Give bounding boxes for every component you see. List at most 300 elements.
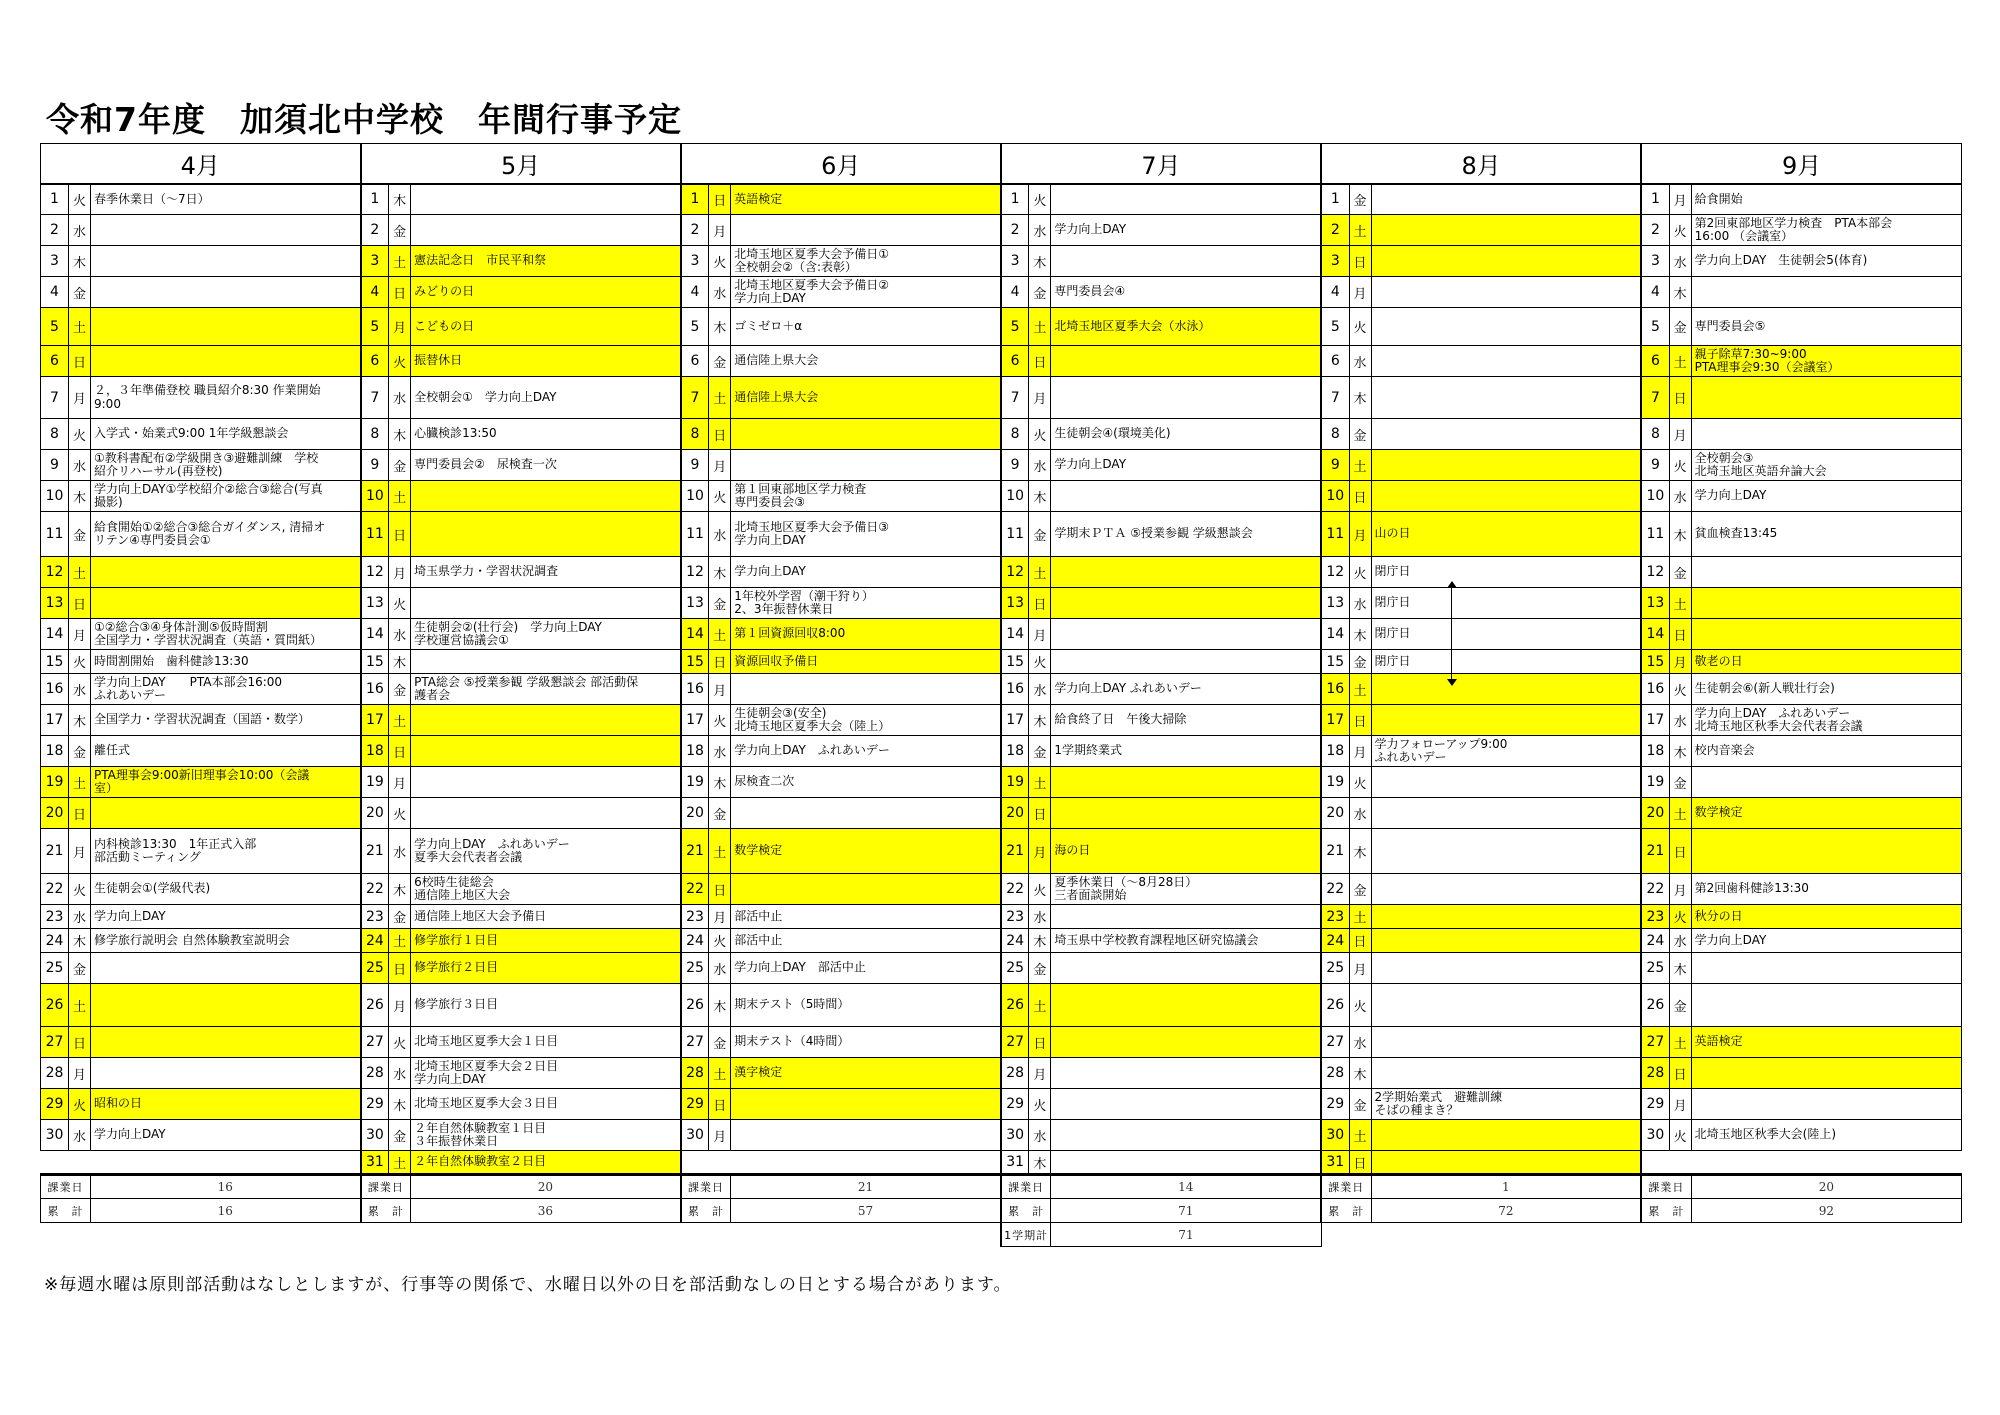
event-text [1051,377,1321,419]
event-text [91,984,361,1027]
day-row [41,588,1962,619]
day-number: 20 [1321,798,1349,829]
class-days-label: 課業日 [1321,1175,1371,1199]
event-text: 英語検定 [731,184,1001,215]
day-number: 26 [1001,984,1029,1027]
weekday: 月 [389,308,411,346]
event-text [1051,346,1321,377]
event-text: 専門委員会④ [1051,277,1321,308]
weekday: 月 [709,1120,731,1151]
day-number: 31 [361,1151,389,1175]
day-number: 2 [681,215,709,246]
day-number: 4 [681,277,709,308]
weekday: 日 [1349,705,1371,736]
day-number: 13 [1001,588,1029,619]
weekday: 月 [69,619,91,650]
weekday: 月 [389,984,411,1027]
event-text [1371,705,1641,736]
event-text [1051,1027,1321,1058]
event-text [1051,557,1321,588]
class-days-label: 課業日 [41,1175,91,1199]
weekday: 水 [1029,215,1051,246]
day-number: 18 [41,736,69,767]
day-number: 16 [681,674,709,705]
month-header: 7月 [1001,144,1321,184]
month-header: 8月 [1321,144,1641,184]
weekday: 水 [1029,674,1051,705]
day-number: 18 [1001,736,1029,767]
day-number: 22 [1001,874,1029,905]
day-number: 17 [41,705,69,736]
day-number: 2 [1321,215,1349,246]
weekday: 水 [1029,450,1051,481]
weekday: 水 [69,450,91,481]
day-row [41,1151,1962,1175]
weekday: 日 [1349,246,1371,277]
weekday: 土 [1349,905,1371,929]
event-text: 学力向上DAY [731,557,1001,588]
event-text [411,215,681,246]
day-number: 8 [41,419,69,450]
event-text: 親子除草7:30~9:00 PTA理事会9:30（会議室） [1691,346,1961,377]
event-text [1051,798,1321,829]
weekday: 水 [389,829,411,874]
weekday: 日 [1669,829,1691,874]
day-number: 1 [361,184,389,215]
weekday: 土 [709,619,731,650]
event-text: 期末テスト（4時間） [731,1027,1001,1058]
event-text [1371,1120,1641,1151]
event-text: 通信陸上地区大会予備日 [411,905,681,929]
day-number: 9 [361,450,389,481]
day-number: 13 [681,588,709,619]
weekday: 火 [69,650,91,674]
weekday: 木 [709,557,731,588]
event-text [1371,874,1641,905]
day-number: 11 [41,512,69,557]
event-text [411,512,681,557]
event-text: 学力向上DAY [1691,481,1961,512]
day-number: 21 [41,829,69,874]
event-text [411,798,681,829]
event-text: 貧血検査13:45 [1691,512,1961,557]
weekday: 金 [1349,419,1371,450]
weekday: 木 [389,419,411,450]
event-text: 第2回歯科健診13:30 [1691,874,1961,905]
day-number: 11 [361,512,389,557]
event-text [1371,346,1641,377]
event-text [731,1089,1001,1120]
weekday: 木 [709,767,731,798]
weekday: 日 [389,512,411,557]
day-number: 16 [1001,674,1029,705]
weekday: 火 [1669,215,1691,246]
event-text: 修学旅行１日目 [411,929,681,953]
day-number: 22 [1321,874,1349,905]
day-number: 28 [1001,1058,1029,1089]
event-text: ２年自然体験教室２日目 [411,1151,681,1175]
class-days-label: 課業日 [1001,1175,1051,1199]
weekday: 木 [69,481,91,512]
schedule-table [40,143,1962,1247]
day-number: 28 [361,1058,389,1089]
weekday: 土 [709,1058,731,1089]
event-text [1371,1151,1641,1175]
weekday: 火 [1029,184,1051,215]
event-text: 全国学力・学習状況調査（国語・数学） [91,705,361,736]
event-text [411,736,681,767]
weekday: 火 [389,798,411,829]
event-text: 全校朝会③ 北埼玉地区英語弁論大会 [1691,450,1961,481]
weekday: 土 [1669,1027,1691,1058]
day-number: 5 [681,308,709,346]
day-number: 5 [1641,308,1669,346]
day-number: 22 [1641,874,1669,905]
day-row [41,419,1962,450]
class-days-label: 課業日 [1641,1175,1691,1199]
day-number: 29 [1321,1089,1349,1120]
weekday: 木 [389,650,411,674]
weekday: 日 [1349,481,1371,512]
event-text: 閉庁日 [1371,588,1641,619]
day-number: 12 [681,557,709,588]
event-text [1371,377,1641,419]
day-number: 24 [1641,929,1669,953]
empty-cell [681,1223,1001,1247]
weekday: 日 [709,184,731,215]
weekday: 金 [1349,184,1371,215]
event-text [1691,588,1961,619]
day-number: 24 [681,929,709,953]
day-row [41,929,1962,953]
day-number: 12 [361,557,389,588]
day-number: 6 [1001,346,1029,377]
day-number: 19 [681,767,709,798]
day-row [41,798,1962,829]
event-text [1371,184,1641,215]
event-text [1051,767,1321,798]
event-text: 部活中止 [731,905,1001,929]
weekday: 日 [1669,619,1691,650]
class-days-label: 課業日 [681,1175,731,1199]
weekday: 土 [69,308,91,346]
weekday: 月 [1349,277,1371,308]
day-row [41,512,1962,557]
day-number: 11 [1321,512,1349,557]
weekday: 日 [389,277,411,308]
weekday: 火 [1349,767,1371,798]
event-text: 北埼玉地区夏季大会２日目 学力向上DAY [411,1058,681,1089]
cumulative-value: 72 [1371,1199,1641,1223]
event-text [1371,767,1641,798]
day-number: 21 [1641,829,1669,874]
weekday: 木 [709,308,731,346]
event-text [1051,1120,1321,1151]
day-number: 12 [41,557,69,588]
month-header-row [41,144,1962,184]
day-number: 23 [1641,905,1669,929]
day-number: 3 [1001,246,1029,277]
weekday: 木 [1669,277,1691,308]
event-text: 学力向上DAY [1691,929,1961,953]
event-text: 埼玉県学力・学習状況調査 [411,557,681,588]
event-text: 夏季休業日（～8月28日） 三者面談開始 [1051,874,1321,905]
weekday: 日 [69,588,91,619]
day-number: 6 [41,346,69,377]
event-text: 6校時生徒総会 通信陸上地区大会 [411,874,681,905]
class-days-value: 20 [411,1175,681,1199]
day-number: 23 [41,905,69,929]
event-text [1371,215,1641,246]
day-number: 9 [1641,450,1669,481]
event-text [411,650,681,674]
weekday: 火 [1669,450,1691,481]
arrow-up-icon [1447,581,1457,588]
weekday: 土 [1349,450,1371,481]
day-number: 10 [1641,481,1669,512]
weekday: 月 [69,829,91,874]
day-row [41,650,1962,674]
day-number: 13 [1641,588,1669,619]
day-number: 23 [1001,905,1029,929]
weekday: 土 [389,1151,411,1175]
term1-label: 1学期計 [1001,1223,1051,1247]
day-number: 14 [1001,619,1029,650]
day-number: 25 [361,953,389,984]
class-days [41,1175,1962,1199]
day-number: 1 [1001,184,1029,215]
event-text [1371,481,1641,512]
event-text: 北埼玉地区夏季大会予備日③ 学力向上DAY [731,512,1001,557]
weekday: 火 [1029,650,1051,674]
weekday: 火 [1669,905,1691,929]
cumulative-value: 71 [1051,1199,1321,1223]
weekday: 土 [389,929,411,953]
event-text: 学力向上DAY ふれあいデー 夏季大会代表者会議 [411,829,681,874]
day-number: 10 [1001,481,1029,512]
event-text: 敬老の日 [1691,650,1961,674]
event-text [91,798,361,829]
event-text: 学力向上DAY [1051,215,1321,246]
weekday: 日 [709,419,731,450]
month-header: 6月 [681,144,1001,184]
weekday: 木 [1029,246,1051,277]
weekday: 水 [709,277,731,308]
day-number: 5 [1321,308,1349,346]
weekday: 月 [709,215,731,246]
weekday: 金 [709,1027,731,1058]
month-header: 4月 [41,144,361,184]
weekday: 火 [1029,1089,1051,1120]
empty-cell [41,1223,361,1247]
weekday: 月 [1029,1058,1051,1089]
day-number: 18 [1321,736,1349,767]
day-number: 14 [361,619,389,650]
day-number: 28 [1321,1058,1349,1089]
event-text: 学力向上DAY ふれあいデー [1051,674,1321,705]
cumulative-value: 57 [731,1199,1001,1223]
class-days-value: 14 [1051,1175,1321,1199]
weekday: 土 [1349,1120,1371,1151]
weekday: 土 [389,481,411,512]
weekday: 水 [1349,798,1371,829]
day-number: 30 [681,1120,709,1151]
event-text [731,419,1001,450]
weekday: 土 [389,246,411,277]
day-number: 28 [681,1058,709,1089]
day-number: 3 [1321,246,1349,277]
event-text [1371,277,1641,308]
day-row [41,1027,1962,1058]
day-row [41,984,1962,1027]
event-text [1051,984,1321,1027]
weekday: 日 [709,874,731,905]
day-number: 16 [1321,674,1349,705]
cumulative-label: 累 計 [1321,1199,1371,1223]
cumulative-label: 累 計 [681,1199,731,1223]
event-text: PTA総会 ⑤授業参観 学級懇談会 部活動保 護者会 [411,674,681,705]
weekday: 月 [1349,512,1371,557]
weekday: 金 [1029,512,1051,557]
event-text [731,674,1001,705]
day-number: 10 [361,481,389,512]
day-number: 9 [1321,450,1349,481]
weekday: 月 [1669,1089,1691,1120]
day-number: 30 [361,1120,389,1151]
weekday: 火 [69,874,91,905]
day-number: 7 [41,377,69,419]
weekday: 土 [1669,346,1691,377]
weekday: 日 [1029,798,1051,829]
weekday: 日 [1669,377,1691,419]
weekday: 木 [69,929,91,953]
event-text: 昭和の日 [91,1089,361,1120]
day-number: 14 [681,619,709,650]
day-number: 8 [1321,419,1349,450]
cumulative-label: 累 計 [1001,1199,1051,1223]
event-text: 北埼玉地区夏季大会予備日① 全校朝会②（含:表彰） [731,246,1001,277]
event-text: 給食終了日 午後大掃除 [1051,705,1321,736]
day-number: 29 [361,1089,389,1120]
event-text: 埼玉県中学校教育課程地区研究協議会 [1051,929,1321,953]
day-number: 26 [681,984,709,1027]
day-number: 13 [1321,588,1349,619]
empty-cell [1641,1151,1961,1175]
event-text: 第2回東部地区学力検査 PTA本部会 16:00 （会議室） [1691,215,1961,246]
event-text: 生徒朝会④(環境美化) [1051,419,1321,450]
event-text [91,953,361,984]
weekday: 火 [69,1089,91,1120]
day-number: 5 [41,308,69,346]
event-text: 内科検診13:30 1年正式入部 部活動ミーティング [91,829,361,874]
event-text: 2学期始業式 避難訓練 そばの種まき？ [1371,1089,1641,1120]
day-number: 17 [1001,705,1029,736]
day-number: 6 [361,346,389,377]
weekday: 火 [1349,984,1371,1027]
weekday: 水 [709,512,731,557]
event-text: 英語検定 [1691,1027,1961,1058]
weekday: 土 [709,829,731,874]
day-row [41,346,1962,377]
event-text: 学力向上DAY [91,905,361,929]
day-number: 10 [41,481,69,512]
day-number: 19 [361,767,389,798]
weekday: 月 [1029,619,1051,650]
event-text: 数学検定 [1691,798,1961,829]
weekday: 木 [1029,705,1051,736]
weekday: 火 [709,705,731,736]
day-number: 14 [41,619,69,650]
day-row [41,308,1962,346]
event-text [1371,984,1641,1027]
event-text: 漢字検定 [731,1058,1001,1089]
event-text: 学期末ＰＴＡ ⑤授業参観 学級懇談会 [1051,512,1321,557]
day-number: 2 [361,215,389,246]
day-number: 1 [1321,184,1349,215]
event-text [411,481,681,512]
day-number: 3 [41,246,69,277]
event-text: 閉庁日 [1371,650,1641,674]
event-text: 学力フォローアップ9:00 ふれあいデー [1371,736,1641,767]
weekday: 水 [1669,929,1691,953]
weekday: 火 [709,929,731,953]
weekday: 土 [389,705,411,736]
event-text [1051,184,1321,215]
event-text: 学力向上DAY PTA本部会16:00 ふれあいデー [91,674,361,705]
weekday: 土 [1029,767,1051,798]
event-text [731,1120,1001,1151]
weekday: 金 [389,1120,411,1151]
day-number: 9 [681,450,709,481]
event-text [1691,277,1961,308]
day-row [41,481,1962,512]
day-number: 3 [681,246,709,277]
day-number: 15 [681,650,709,674]
weekday: 火 [1669,674,1691,705]
event-text [1051,246,1321,277]
weekday: 火 [389,588,411,619]
weekday: 木 [389,184,411,215]
day-number: 18 [681,736,709,767]
weekday: 水 [1029,1120,1051,1151]
event-text [1371,905,1641,929]
day-number: 21 [361,829,389,874]
weekday: 木 [1029,929,1051,953]
event-text [1371,798,1641,829]
day-number: 19 [41,767,69,798]
page-title: 令和7年度 加須北中学校 年間行事予定 [46,100,682,139]
day-number: 19 [1641,767,1669,798]
day-number: 31 [1001,1151,1029,1175]
weekday: 木 [389,874,411,905]
month-header: 5月 [361,144,681,184]
day-number: 25 [681,953,709,984]
event-text: 北埼玉地区夏季大会予備日② 学力向上DAY [731,277,1001,308]
weekday: 金 [69,953,91,984]
cumulative-value: 36 [411,1199,681,1223]
event-text [1691,377,1961,419]
event-text: 憲法記念日 市民平和祭 [411,246,681,277]
weekday: 土 [1349,215,1371,246]
day-number: 26 [1321,984,1349,1027]
day-number: 22 [361,874,389,905]
event-text: 学力向上DAY 生徒朝会5(体育) [1691,246,1961,277]
event-text [731,450,1001,481]
day-number: 8 [681,419,709,450]
weekday: 水 [1669,481,1691,512]
day-row [41,767,1962,798]
event-text: 学力向上DAY [91,1120,361,1151]
